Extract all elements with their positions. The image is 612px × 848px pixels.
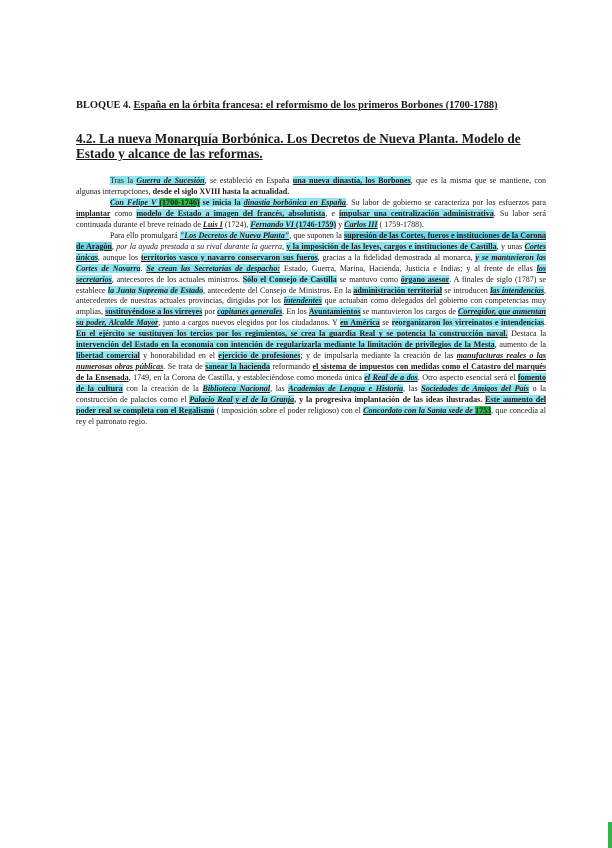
text-span: ejercicio de profesiones <box>218 351 301 361</box>
text-span: implantar <box>76 208 111 218</box>
text-span: supresión de las Cortes, fueros e instituciones de la Corona de Aragón <box>76 230 547 251</box>
text-span: , junto a cargos nuevos elegidos por los ciudadanos. Y <box>158 318 341 328</box>
text-span: . Su labor de gobierno se caracteriza por los esfuerzos para <box>345 197 546 207</box>
text-span: . <box>140 263 147 273</box>
text-span: desde el siglo XVIII hasta la actualidad. <box>152 186 290 196</box>
text-span: por <box>202 307 218 317</box>
section-title: 4.2. La nueva Monarquía Borbónica. Los Decretos de Nueva Planta. Modelo de Estado y alcance de las reformas. <box>76 131 521 161</box>
text-span: Palacio Real y el de la Granja <box>189 395 295 405</box>
text-span: administración territorial <box>353 285 442 295</box>
text-span: Biblioteca Nacional <box>202 384 271 394</box>
text-span: Destaca la <box>507 329 547 339</box>
text-span: manufacturas reales o las numerosas obras públicas <box>76 351 546 372</box>
text-span: los secretarios <box>76 263 546 284</box>
text-span: y honorabilidad en el <box>139 351 219 361</box>
text-span: Sociedades de Amigos del País <box>421 384 529 394</box>
text-span: (1746-1759) <box>293 219 337 229</box>
paragraph-2 <box>76 198 546 231</box>
text-span: . Su labor será continuada durante el breve reinado de <box>76 208 547 229</box>
paragraph-1 <box>76 176 546 198</box>
text-span: , se estableció en España <box>204 176 293 185</box>
text-span: Luis I <box>202 219 223 229</box>
block-title: España en la órbita francesa: el reformismo de los primeros Borbones (1700-1788) <box>133 100 498 111</box>
text-span: se <box>379 318 392 328</box>
text-span: reformando <box>270 362 313 372</box>
text-span: , antecesores de los actuales ministros. <box>111 274 243 284</box>
text-span: , aumento de la <box>494 340 546 350</box>
text-span: o la construcción de palacios como el <box>76 384 546 405</box>
text-span: Corregidor, que aumentan su poder, Alcalde Mayor <box>76 307 546 328</box>
text-span: intervención del Estado en la economía con intención de regularizarla mediante la limitación de privilegios de la Mesta <box>76 340 495 350</box>
text-span: ( 1759-1788). <box>377 219 424 229</box>
text-span: ; y de impulsarla mediante la creación de las <box>300 351 457 361</box>
text-span: Para ello promulgará <box>110 230 180 240</box>
text-span: sanear la hacienda <box>205 362 270 372</box>
text-span: se inicia la <box>199 197 244 207</box>
text-span: Con Felipe V <box>110 197 160 207</box>
text-span: impulsar una centralización administrativa <box>339 208 494 218</box>
text-span: una nueva dinastía, los Borbones <box>292 176 411 185</box>
text-span: , que es la misma que se mantiene, con algunas interrupciones, <box>76 176 547 196</box>
marker-edge-stroke <box>608 822 612 848</box>
text-span: Fernando VI <box>250 219 294 229</box>
text-span: (1700-1746) <box>159 197 200 207</box>
text-span: Concordato con la Santa sede de <box>363 406 476 416</box>
text-span: la Junta Suprema de Estado <box>107 285 204 295</box>
text-span: intendentes <box>283 296 322 306</box>
text-span: Carlos III <box>344 219 378 229</box>
text-span: se introducen <box>442 285 491 295</box>
text-span: (1724), <box>222 219 251 229</box>
text-span: Cortes únicas <box>76 241 546 262</box>
text-span: como <box>110 208 137 218</box>
text-span: el sistema de impuestos con medidas como el Catastro del marqués de la Ensenada <box>76 362 546 383</box>
text-span: territorios vasco y navarro conservaron sus fueros <box>140 252 318 262</box>
text-span: , y unas <box>496 241 525 251</box>
text-span: y <box>336 219 345 229</box>
text-span: , y la progresiva implantación de las ideas ilustradas. <box>294 395 486 405</box>
text-span: sustituyéndose a los virreyes <box>105 307 203 317</box>
body-text <box>76 176 546 428</box>
text-span: se mantuvieron los cargos de <box>360 307 459 317</box>
text-span: reorganizaron los virreinatos e intendencias <box>391 318 544 328</box>
text-span: . Se trata de <box>163 362 206 372</box>
text-span: 1753 <box>475 406 492 416</box>
block-prefix: BLOQUE 4. <box>76 100 134 111</box>
text-span: órgano asesor <box>400 274 450 284</box>
text-span: en América <box>340 318 380 328</box>
text-span: Tras la <box>110 176 137 185</box>
text-span: las intendencias <box>490 285 544 295</box>
text-span: , 1749, en la Corona de Castilla, y estableciéndose como moneda única <box>128 373 365 383</box>
text-span: , antecedente del Consejo de Ministros. En la <box>203 285 354 295</box>
text-span: capitanes generales <box>217 307 283 317</box>
text-span: , antecedentes de nuestras actuales provincias, dirigidas por los <box>76 285 546 306</box>
text-span: modelo de Estado a imagen del francés, absolutista <box>136 208 326 218</box>
text-span: "Los Decretos de Nueva Planta" <box>179 230 290 240</box>
text-span: fomento de la cultura <box>76 373 546 394</box>
text-span: Academias de Lengua e Historia <box>288 384 403 394</box>
text-span: . <box>543 318 546 328</box>
text-span: y la imposición de las leyes, cargos e instituciones de Castilla <box>286 241 497 251</box>
text-span: . Otro aspecto esencial será el <box>417 373 518 383</box>
text-span: , que suponen la <box>289 230 344 240</box>
text-span: ( imposición sobre el poder religioso) con el <box>214 406 364 416</box>
text-span: , aunque los <box>97 252 141 262</box>
text-span: Sólo el Consejo de Castilla <box>242 274 337 284</box>
text-span: Guerra de Sucesión <box>136 176 205 185</box>
text-span: En el ejército se sustituyen los tercios por los regimientos, se crea la guardia Real y se potencia la construcción naval. <box>76 329 508 339</box>
text-span: se mantuvo como <box>336 274 401 284</box>
paragraph-3 <box>76 231 546 428</box>
text-span: , por la ayuda prestada a su rival durante la guerra, <box>111 241 287 251</box>
text-span: que actuaban como delegados del gobierno con competencias muy amplias, <box>76 296 546 317</box>
text-span: libertad comercial <box>76 351 140 361</box>
text-span: . En los <box>282 307 309 317</box>
text-span: y se mantuvieron las Cortes de Navarra <box>76 252 546 273</box>
text-span: , gracias a la fidelidad demostrada al monarca, <box>317 252 476 262</box>
text-span: , las <box>402 384 422 394</box>
text-span: Este aumento del poder real se completa con el Regalismo <box>76 395 547 416</box>
text-span: con la creación de la <box>122 384 203 394</box>
text-span: , e <box>325 208 340 218</box>
text-span: dinastía borbónica en España <box>243 197 346 207</box>
text-span: , las <box>270 384 289 394</box>
block-heading <box>76 100 546 111</box>
text-span: Se crean las Secretarías de despacho: <box>146 263 281 273</box>
text-span: . A finales de siglo (1787) se establece <box>76 274 546 295</box>
text-span: , que concedía al rey el patronato regio. <box>76 406 546 426</box>
text-span: el Real de a dos <box>364 373 418 383</box>
text-span: Ayuntamientos <box>308 307 361 317</box>
text-span: Estado, Guerra, Marina, Hacienda, Justicia e Indias; y al frente de ellas <box>280 263 537 273</box>
